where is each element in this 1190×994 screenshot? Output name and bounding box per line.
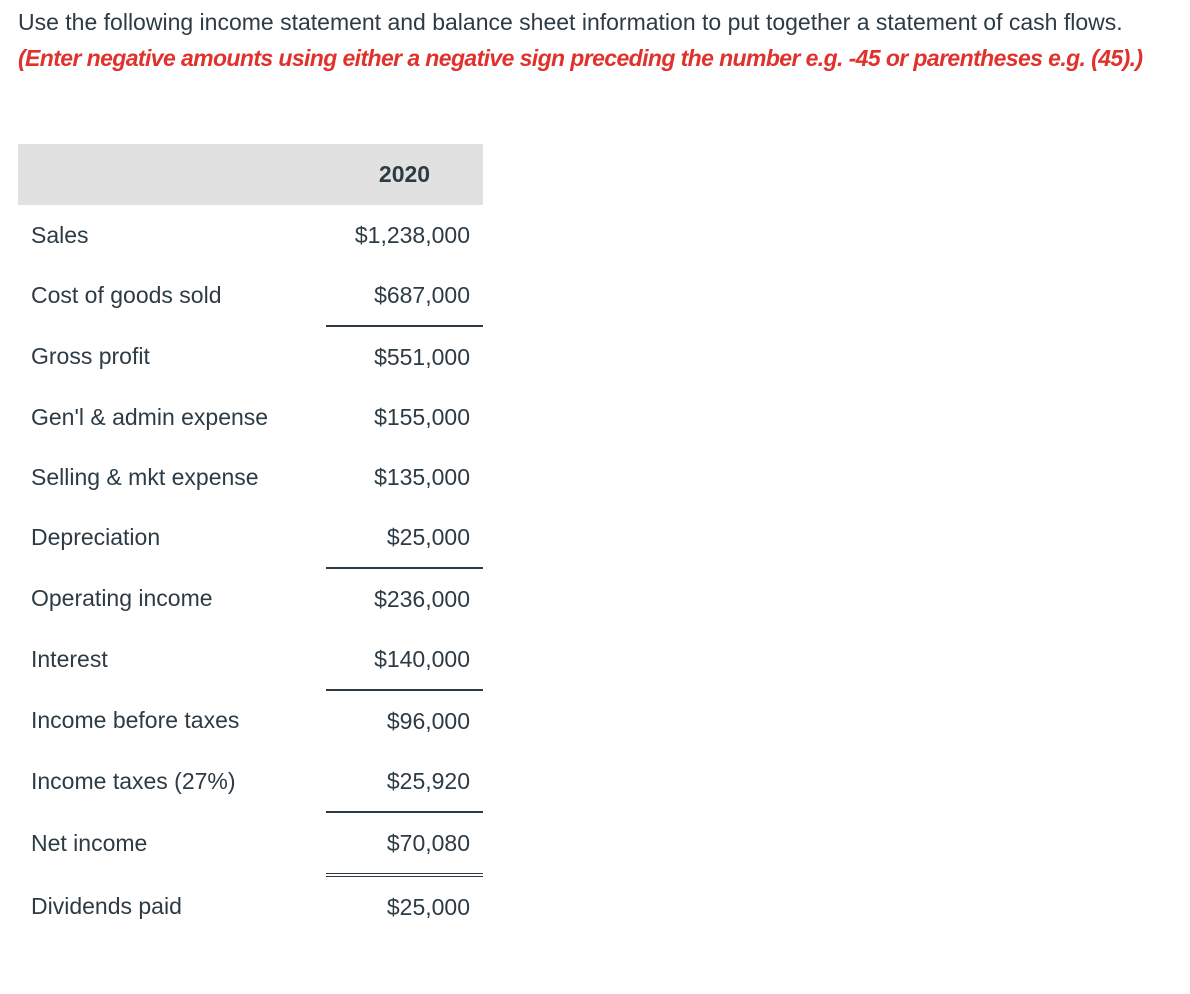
row-cost-of-goods-sold [18,265,483,326]
row-interest [18,629,483,690]
row-label: Selling & mkt expense [31,463,259,490]
row-value: $25,000 [386,893,470,920]
row-label: Income taxes (27%) [31,768,236,794]
row-income-before-taxes [18,690,483,751]
question-text [18,4,1178,76]
year-column-header: 2020 [326,144,483,205]
row-income-taxes [18,751,483,812]
row-label: Net income [31,830,148,856]
label-column-header [18,144,326,205]
row-operating-income [18,568,483,629]
row-selling-marketing-expense [18,447,483,507]
row-label: Gen'l & admin expense [31,403,269,430]
row-label: Cost of goods sold [31,282,222,308]
income-statement-table [18,144,483,937]
row-label: Interest [31,646,108,672]
row-value: $70,080 [326,812,483,875]
question-intro: Use the following income statement and balance sheet information to put together a statement of cash flows. [18,9,1123,35]
row-value: $25,000 [326,507,483,568]
row-value: $236,000 [374,585,470,612]
row-dividends-paid [18,875,483,937]
row-value: $135,000 [374,463,470,490]
table-header-row [18,144,483,205]
row-label: Income before taxes [31,707,240,733]
row-label: Dividends paid [31,892,182,919]
row-sales [18,205,483,265]
row-gross-profit [18,326,483,387]
row-label: Depreciation [31,524,161,550]
row-value: $1,238,000 [354,221,470,248]
row-value: $140,000 [326,629,483,690]
row-label: Operating income [31,585,213,611]
row-value: $155,000 [374,403,470,430]
row-general-admin-expense [18,387,483,447]
row-label: Sales [31,221,89,248]
row-label: Gross profit [31,343,150,369]
row-value: $96,000 [386,707,470,734]
row-value: $25,920 [326,751,483,812]
row-value: $551,000 [374,343,470,370]
row-depreciation [18,507,483,568]
row-value: $687,000 [326,265,483,326]
entry-format-note: (Enter negative amounts using either a negative sign preceding the number e.g. -45 or parentheses e.g. (45).) [18,45,1143,71]
row-net-income [18,812,483,875]
